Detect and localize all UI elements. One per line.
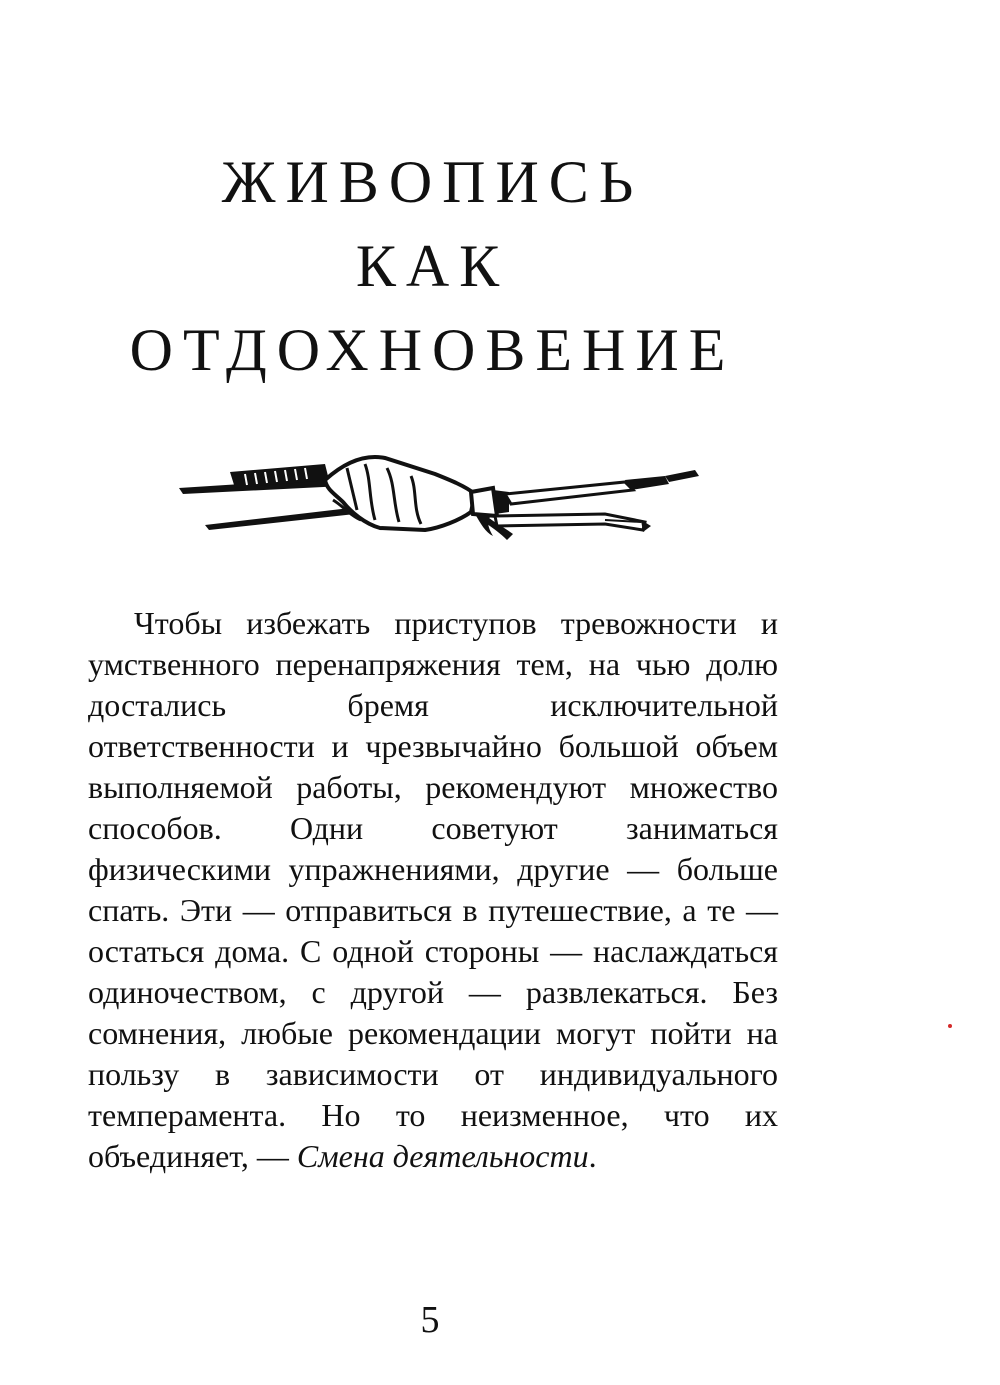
chapter-title (0, 140, 865, 392)
chapter-title-line-3: ОТДОХНОВЕНИЕ (129, 317, 736, 383)
body-paragraph-end: . (588, 1138, 597, 1174)
paintbrushes-and-paint-tube-icon (175, 450, 705, 560)
body-paragraph-text: Чтобы избежать приступов тревожности и умственного перенапряжения тем, на чью долю достались бремя исключительной ответственности и чрезвычайно большой объем выполняемой работы, рекомендуют множество способов. Одни советуют заниматься физическими упражнениями, другие — больше спать. Эти — отправиться в путешествие, а те — остаться дома. С одной стороны — наслаждаться одиночеством, с другой — развлекаться. Без сомнения, любые рекомендации могут пойти на пользу в зависимости от индивидуального темперамента. Но то неизменное, что их объединяет, — (88, 605, 778, 1174)
page-number: 5 (420, 1299, 440, 1341)
body-paragraph (88, 603, 778, 1177)
ink-speck (948, 1024, 952, 1028)
chapter-title-line-1: ЖИВОПИСЬ (221, 149, 644, 215)
chapter-title-line-2: КАК (355, 233, 510, 299)
body-paragraph-emphasis: Смена деятельности (296, 1138, 589, 1174)
